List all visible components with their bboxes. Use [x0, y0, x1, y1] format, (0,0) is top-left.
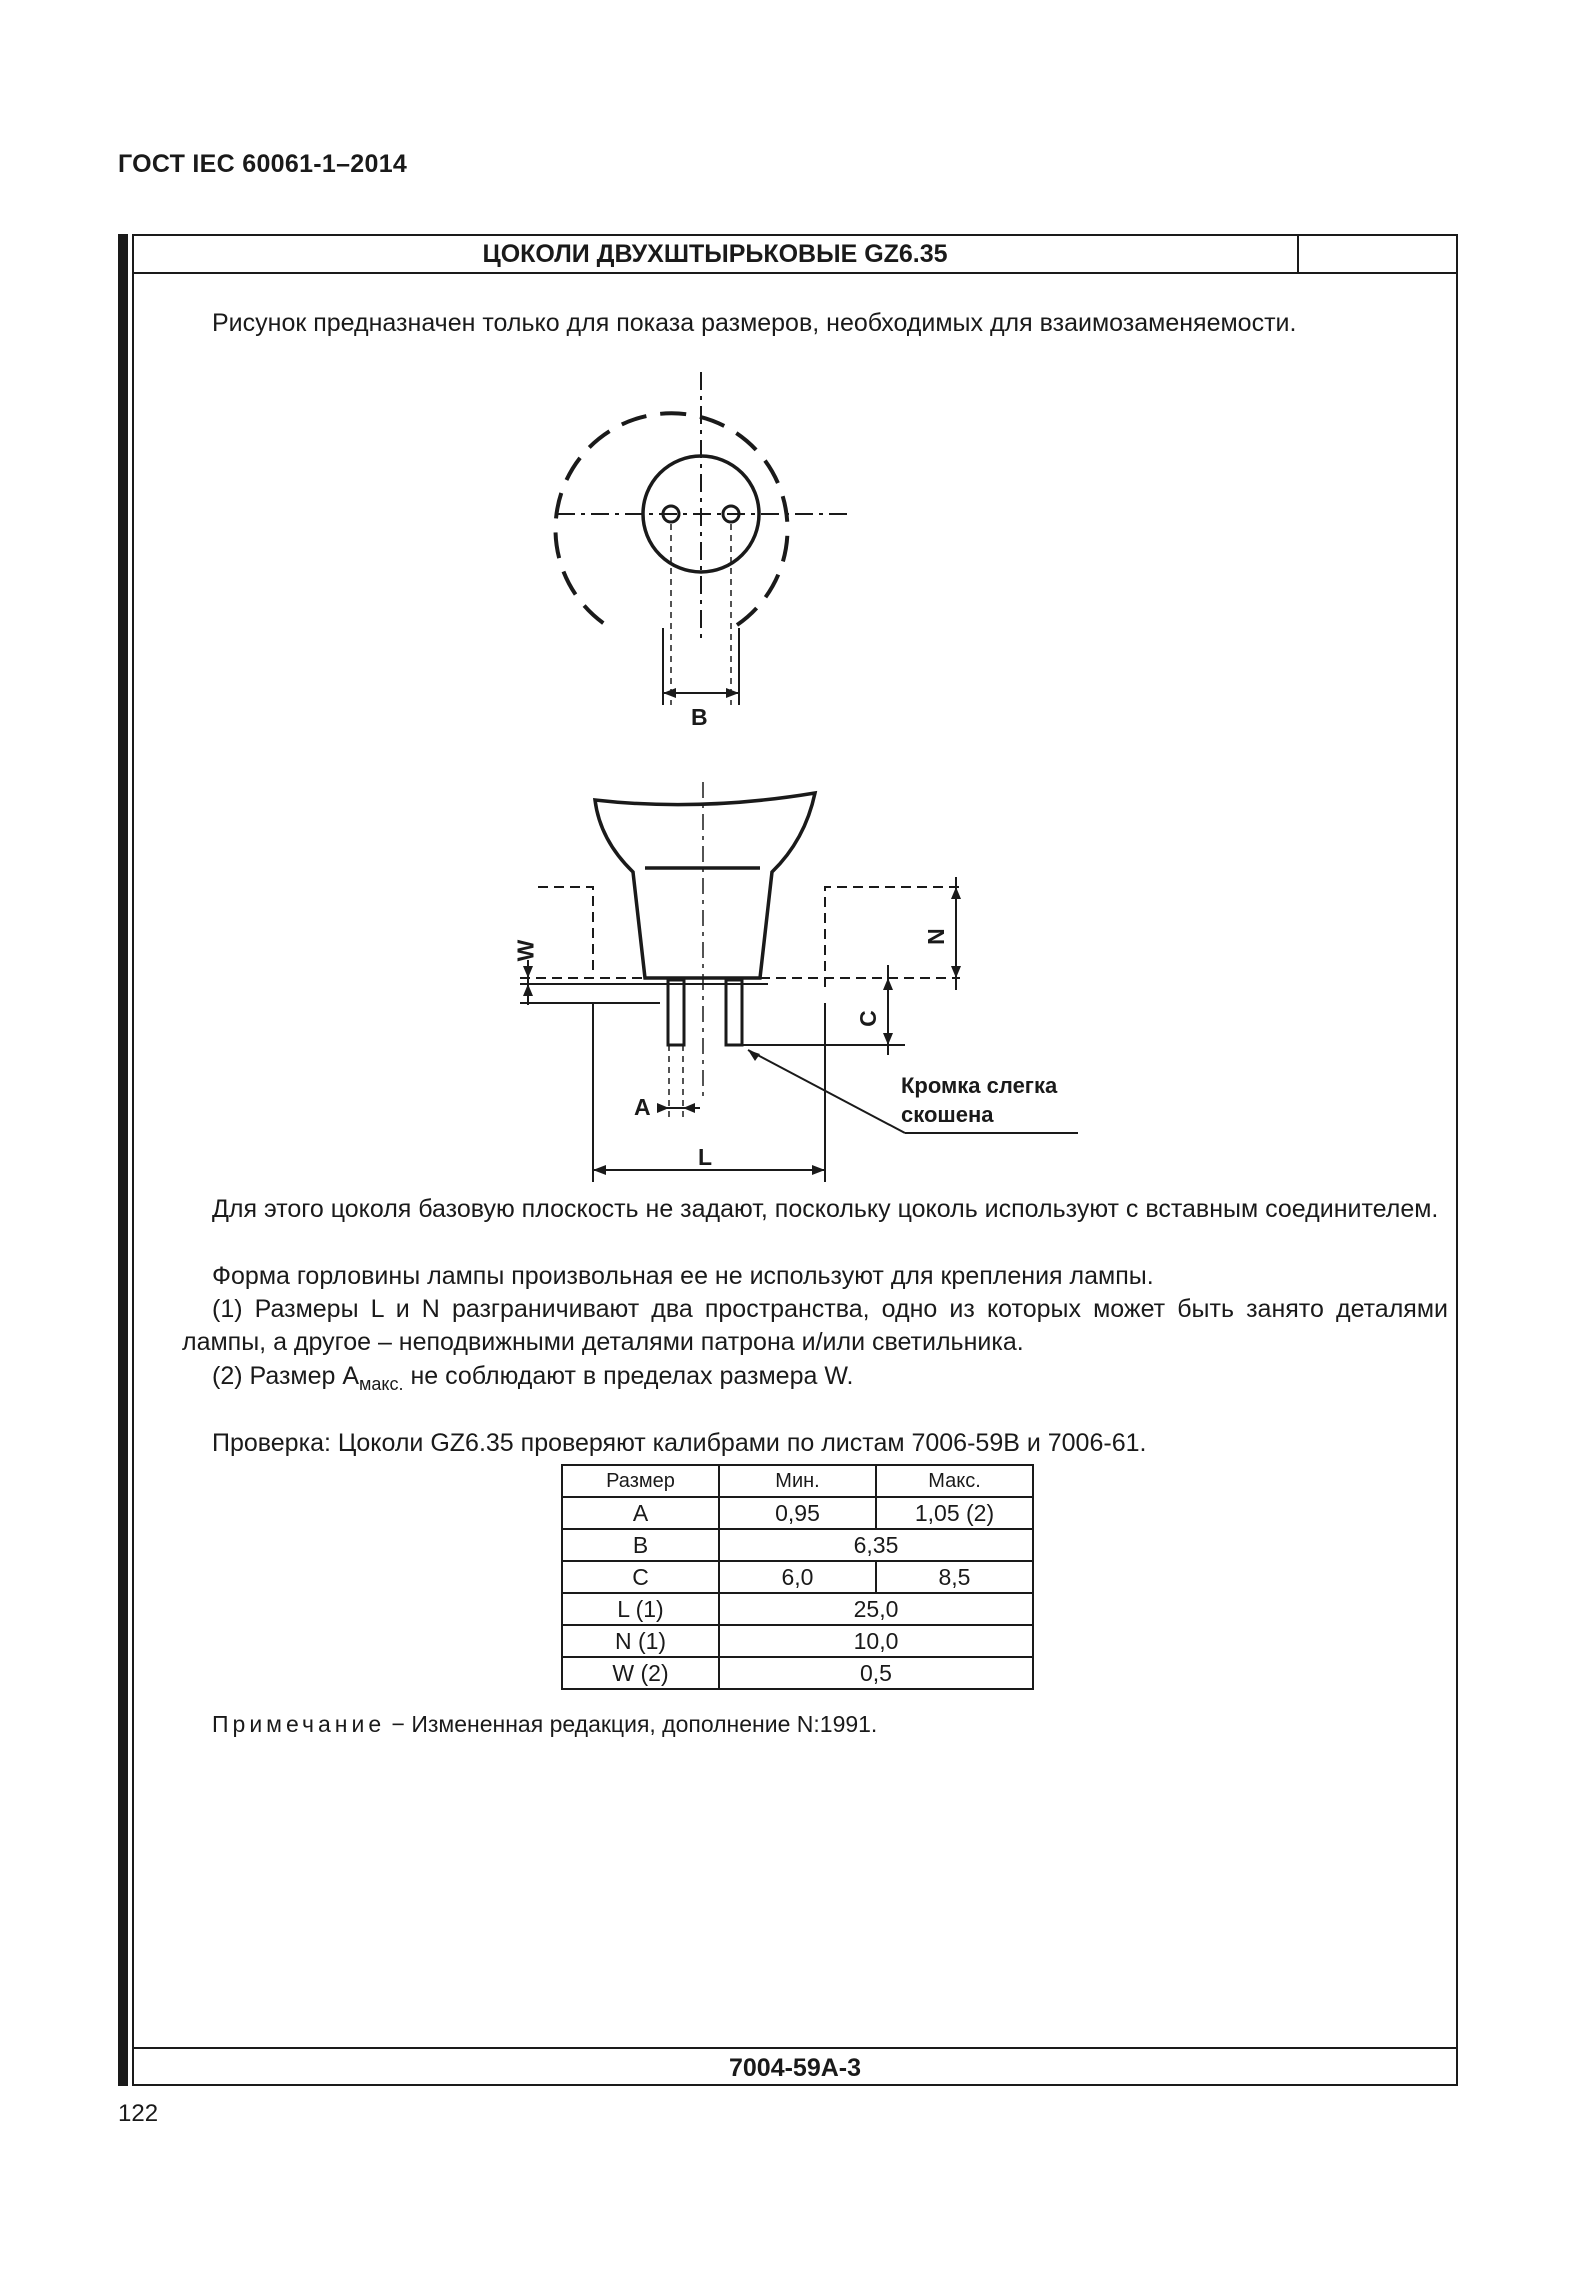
header-max: Макс.: [876, 1465, 1033, 1497]
label-b: B: [691, 704, 708, 730]
label-a: A: [634, 1094, 651, 1120]
document-standard-header: ГОСТ IEC 60061-1–2014: [118, 150, 408, 178]
table-row: [562, 1657, 1033, 1689]
row-b-dim: B: [562, 1529, 719, 1561]
change-bar: [118, 234, 128, 2086]
label-n: N: [922, 928, 949, 945]
row-n-dim: N (1): [562, 1625, 719, 1657]
note-2-subscript: макс.: [359, 1374, 404, 1394]
row-b-value: 6,35: [719, 1529, 1033, 1561]
sheet-frame: [132, 234, 1458, 2086]
row-c-dim: C: [562, 1561, 719, 1593]
paragraph-note-2: [212, 1360, 1448, 1401]
page-number: 122: [118, 2100, 159, 2127]
sheet-title: ЦОКОЛИ ДВУХШТЫРЬКОВЫЕ GZ6.35: [482, 240, 948, 268]
table-row: [562, 1625, 1033, 1657]
table-row: [562, 1561, 1033, 1593]
sheet-code: 7004-59A-3: [132, 2047, 1458, 2086]
row-a-dim: A: [562, 1497, 719, 1529]
dimensions-table: [561, 1464, 1034, 1690]
sheet-note: [212, 1711, 877, 1738]
table-header-row: [562, 1465, 1033, 1497]
label-w: W: [512, 939, 539, 962]
chamfer-note-line1: Кромка слегка: [901, 1073, 1058, 1098]
table-row: [562, 1497, 1033, 1529]
note-label: Примечание: [212, 1711, 386, 1737]
paragraph-check: Проверка: Цоколи GZ6.35 проверяют калибрами по листам 7006-59B и 7006-61.: [212, 1429, 1147, 1457]
paragraph-note-1: (1) Размеры L и N разграничивают два пространства, одно из которых может быть занято деталями лампы, а другое – неподвижными деталями патрона и/или светильника.: [182, 1295, 1448, 1356]
label-c: C: [854, 1010, 881, 1027]
note-text: − Измененная редакция, дополнение N:1991.: [385, 1711, 878, 1737]
table-row: [562, 1529, 1033, 1561]
paragraph-base-plane: Для этого цоколя базовую плоскость не задают, поскольку цоколь используют с вставным соединителем.: [212, 1195, 1439, 1223]
chamfer-note-line2: скошена: [901, 1102, 994, 1127]
row-n-value: 10,0: [719, 1625, 1033, 1657]
row-w-value: 0,5: [719, 1657, 1033, 1689]
header-min: Мин.: [719, 1465, 876, 1497]
row-a-max: 1,05 (2): [876, 1497, 1033, 1529]
row-w-dim: W (2): [562, 1657, 719, 1689]
note-2-prefix: (2) Размер А: [212, 1362, 360, 1390]
intro-text: Рисунок предназначен только для показа размеров, необходимых для взаимозаменяемости.: [212, 309, 1297, 337]
title-cell-divider: [1297, 234, 1299, 272]
row-c-min: 6,0: [719, 1561, 876, 1593]
note-2-suffix: не соблюдают в пределах размера W.: [403, 1362, 854, 1390]
row-l-value: 25,0: [719, 1593, 1033, 1625]
paragraph-neck-shape: Форма горловины лампы произвольная ее не используют для крепления лампы.: [212, 1262, 1154, 1290]
row-l-dim: L (1): [562, 1593, 719, 1625]
sheet-title-row: [132, 234, 1458, 274]
row-a-min: 0,95: [719, 1497, 876, 1529]
header-size: Размер: [562, 1465, 719, 1497]
row-c-max: 8,5: [876, 1561, 1033, 1593]
label-l: L: [698, 1144, 713, 1170]
table-row: [562, 1593, 1033, 1625]
